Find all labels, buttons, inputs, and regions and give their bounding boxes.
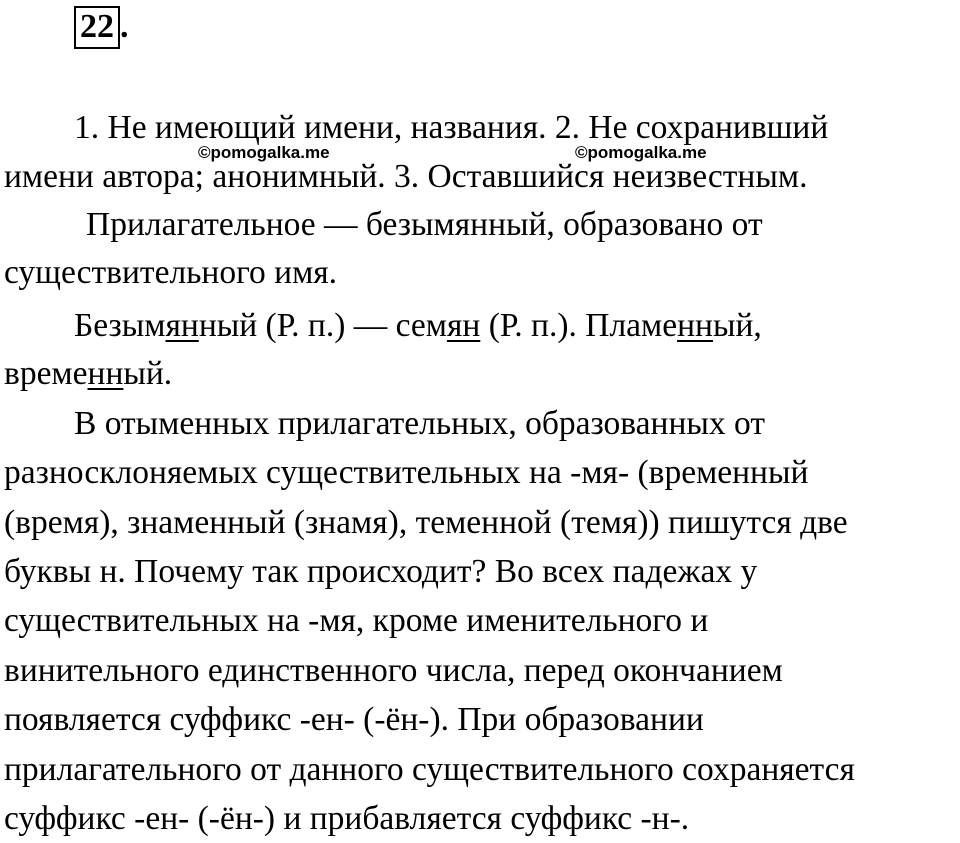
p4-line-1: В отыменных прилагательных, образованных от [74, 405, 765, 442]
p4-line-6: винительного единственного числа, перед окончанием [4, 652, 783, 689]
p3-line-1 [74, 301, 762, 350]
p4-line-4: буквы н. Почему так происходит? Во всех падежах у [4, 553, 758, 590]
watermark-right: ©pomogalka.me [575, 143, 707, 162]
p3-text: ый, [712, 307, 762, 344]
watermark-left: ©pomogalka.me [198, 143, 330, 162]
p3-text: ный (Р. п.) — сем [198, 307, 447, 344]
task-number-value: 22 [80, 8, 114, 45]
underlined-morpheme: нн [677, 307, 713, 344]
p3-text: време [4, 355, 88, 392]
p3-text: Безым [74, 307, 166, 344]
p4-line-5: существительных на -мя, кроме именительного и [4, 602, 709, 639]
p2-line-2: существительного имя. [4, 254, 338, 291]
p4-line-8: прилагательного от данного существительного сохраняется [4, 751, 855, 788]
underlined-morpheme: нн [87, 355, 124, 392]
p3-text: ый. [123, 355, 173, 392]
p4-line-2: разносклоняемых существительных на -мя- (временный [4, 454, 809, 491]
p1-line-1: 1. Не имеющий имени, названия. 2. Не сохранивший [74, 109, 829, 146]
p4-line-3: (время), знаменный (знамя), теменной (темя)) пишутся две [4, 504, 848, 541]
task-number [74, 6, 129, 49]
p3-text: (Р. п.). Пламе [480, 307, 678, 344]
p3-line-2 [4, 349, 172, 398]
underlined-morpheme: ян [165, 307, 199, 344]
task-number-suffix: . [120, 8, 129, 45]
underlined-morpheme: ян [446, 307, 481, 344]
p4-line-7: появляется суффикс -ен- (-ён-). При образовании [4, 701, 704, 738]
p2-line-1: Прилагательное — безымянный, образовано от [86, 206, 763, 243]
p4-line-9: суффикс -ен- (-ён-) и прибавляется суффикс -н-. [4, 800, 690, 837]
p1-line-2: имени автора; анонимный. 3. Оставшийся неизвестным. [4, 158, 808, 195]
task-number-box [74, 6, 120, 49]
